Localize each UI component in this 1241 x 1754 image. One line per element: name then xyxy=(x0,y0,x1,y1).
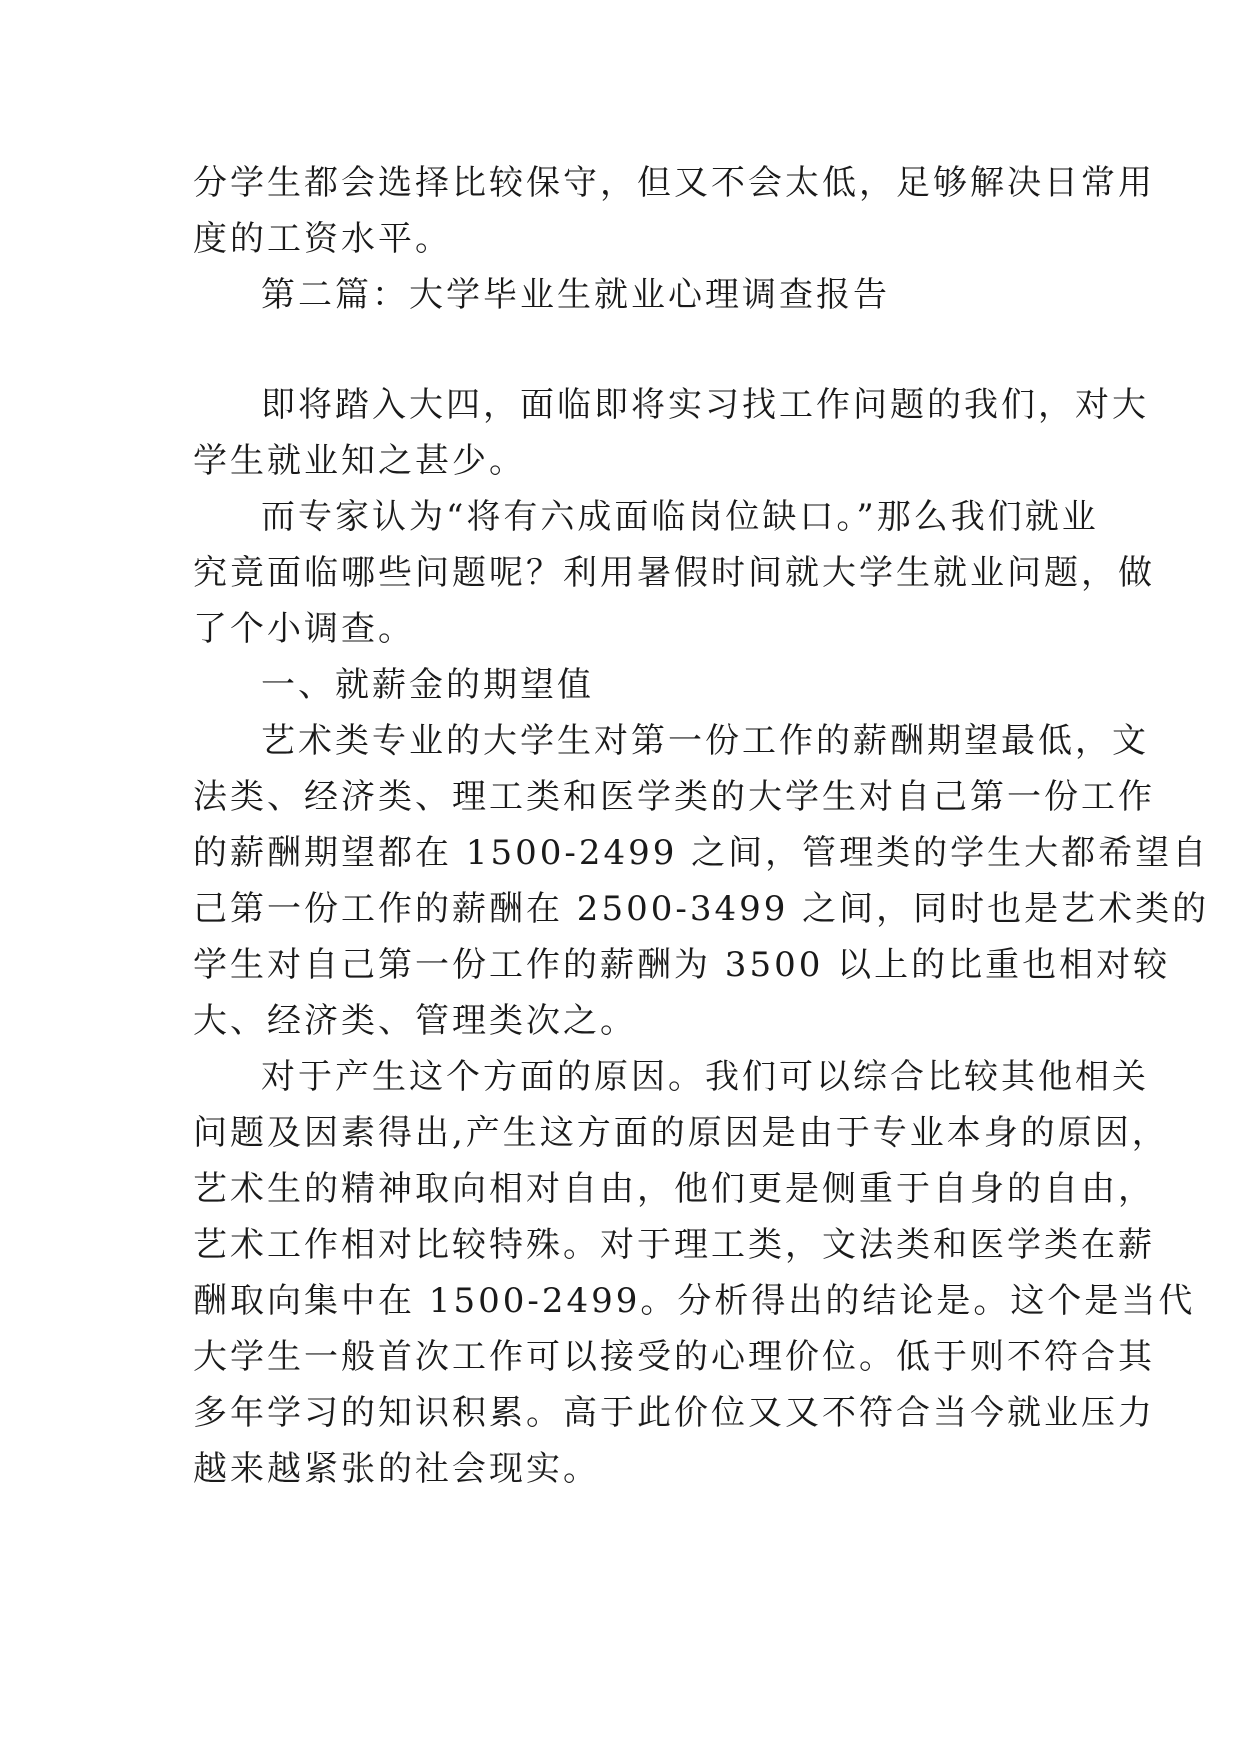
text-line: 己第一份工作的薪酬在 2500-3499 之间，同时也是艺术类的 xyxy=(193,889,1210,929)
text-line: 而专家认为“将有六成面临岗位缺口。”那么我们就业 xyxy=(261,497,1099,537)
subsection-heading: 一、就薪金的期望值 xyxy=(261,665,594,705)
section-heading: 第二篇：大学毕业生就业心理调查报告 xyxy=(261,275,890,315)
text-line: 艺术类专业的大学生对第一份工作的薪酬期望最低，文 xyxy=(261,721,1149,761)
text-line: 大学生一般首次工作可以接受的心理价位。低于则不符合其 xyxy=(193,1337,1155,1377)
text-line: 艺术工作相对比较特殊。对于理工类，文法类和医学类在薪 xyxy=(193,1225,1155,1265)
text-line: 究竟面临哪些问题呢？利用暑假时间就大学生就业问题，做 xyxy=(193,553,1155,593)
text-line: 多年学习的知识积累。高于此价位又又不符合当今就业压力 xyxy=(193,1393,1155,1433)
text-line: 大、经济类、管理类次之。 xyxy=(193,1001,637,1041)
text-line: 问题及因素得出,产生这方面的原因是由于专业本身的原因， xyxy=(193,1113,1169,1153)
text-line: 度的工资水平。 xyxy=(193,219,452,259)
text-line: 的薪酬期望都在 1500-2499 之间，管理类的学生大都希望自 xyxy=(193,833,1210,873)
text-line: 艺术生的精神取向相对自由，他们更是侧重于自身的自由， xyxy=(193,1169,1155,1209)
text-line: 越来越紧张的社会现实。 xyxy=(193,1449,600,1489)
text-line: 了个小调查。 xyxy=(193,609,415,649)
text-line: 酬取向集中在 1500-2499。分析得出的结论是。这个是当代 xyxy=(193,1281,1196,1321)
text-line: 对于产生这个方面的原因。我们可以综合比较其他相关 xyxy=(261,1057,1149,1097)
text-line: 学生就业知之甚少。 xyxy=(193,441,526,481)
text-line: 即将踏入大四，面临即将实习找工作问题的我们，对大 xyxy=(261,385,1149,425)
text-line: 法类、经济类、理工类和医学类的大学生对自己第一份工作 xyxy=(193,777,1155,817)
text-line: 分学生都会选择比较保守，但又不会太低，足够解决日常用 xyxy=(193,163,1155,203)
text-line: 学生对自己第一份工作的薪酬为 3500 以上的比重也相对较 xyxy=(193,945,1171,985)
